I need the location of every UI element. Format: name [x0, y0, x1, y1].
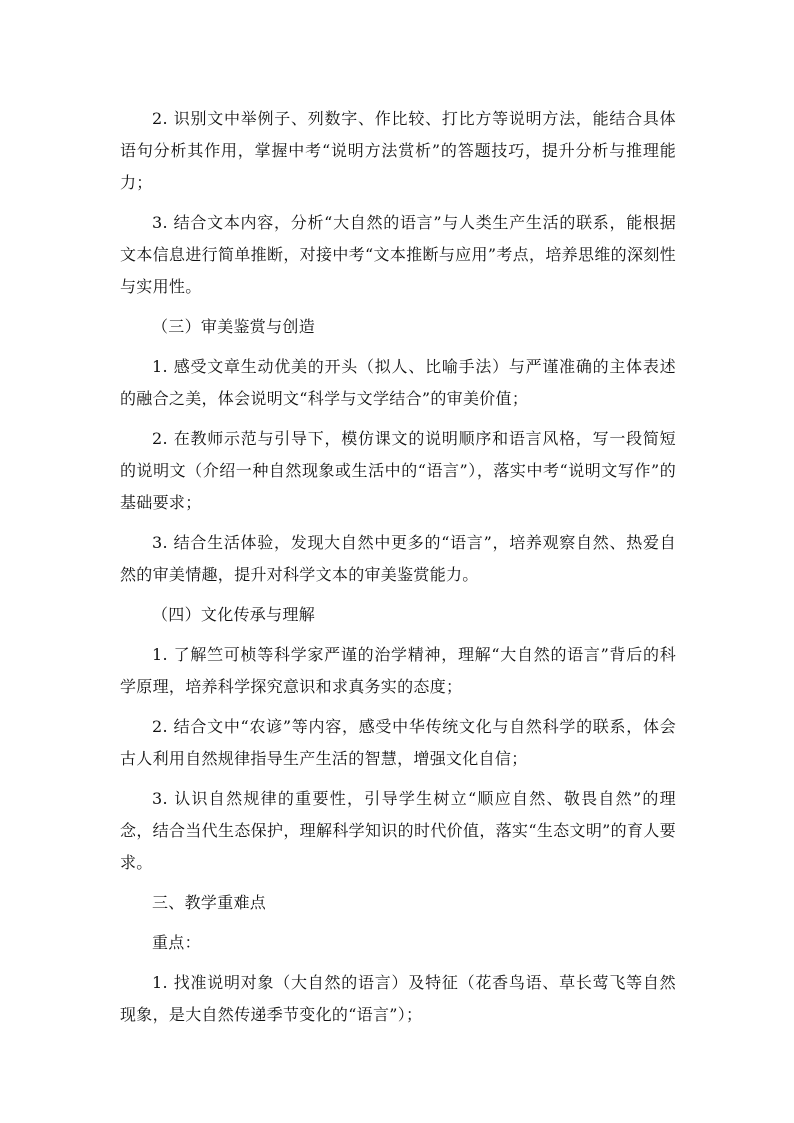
document-page [120, 103, 676, 1031]
section-heading-key-points: 三、教学重难点 [152, 893, 267, 912]
paragraph-culture-1: 1. 了解竺可桢等科学家严谨的治学精神，理解“大自然的语言”背后的科学原理，培养科学探究意识和求真务实的态度； [120, 645, 676, 696]
section-heading-aesthetic: （三）审美鉴赏与创造 [152, 317, 316, 336]
section-heading-culture: （四）文化传承与理解 [152, 605, 316, 624]
subheading-focus: 重点： [152, 933, 201, 952]
paragraph-aesthetic-3: 3. 结合生活体验，发现大自然中更多的“语言”，培养观察自然、热爱自然的审美情趣，提升对科学文本的审美鉴赏能力。 [120, 533, 676, 584]
paragraph-culture-3: 3. 认识自然规律的重要性，引导学生树立“顺应自然、敬畏自然”的理念，结合当代生态保护，理解科学知识的时代价值，落实“生态文明”的育人要求。 [120, 789, 676, 872]
paragraph-method-analysis: 2. 识别文中举例子、列数字、作比较、打比方等说明方法，能结合具体语句分析其作用，掌握中考“说明方法赏析”的答题技巧，提升分析与推理能力； [120, 109, 676, 192]
paragraph-aesthetic-2: 2. 在教师示范与引导下，模仿课文的说明顺序和语言风格，写一段简短的说明文（介绍一种自然现象或生活中的“语言”），落实中考“说明文写作”的基础要求； [120, 429, 676, 512]
paragraph-focus-1: 1. 找准说明对象（大自然的语言）及特征（花香鸟语、草长莺飞等自然现象，是大自然传递季节变化的“语言”）； [120, 973, 676, 1024]
paragraph-culture-2: 2. 结合文中“农谚”等内容，感受中华传统文化与自然科学的联系，体会古人利用自然规律指导生产生活的智慧，增强文化自信； [120, 717, 676, 768]
paragraph-aesthetic-1: 1. 感受文章生动优美的开头（拟人、比喻手法）与严谨准确的主体表述的融合之美，体会说明文“科学与文学结合”的审美价值； [120, 357, 676, 408]
paragraph-text-inference: 3. 结合文本内容，分析“大自然的语言”与人类生产生活的联系，能根据文本信息进行简单推断，对接中考“文本推断与应用”考点，培养思维的深刻性与实用性。 [120, 213, 676, 296]
